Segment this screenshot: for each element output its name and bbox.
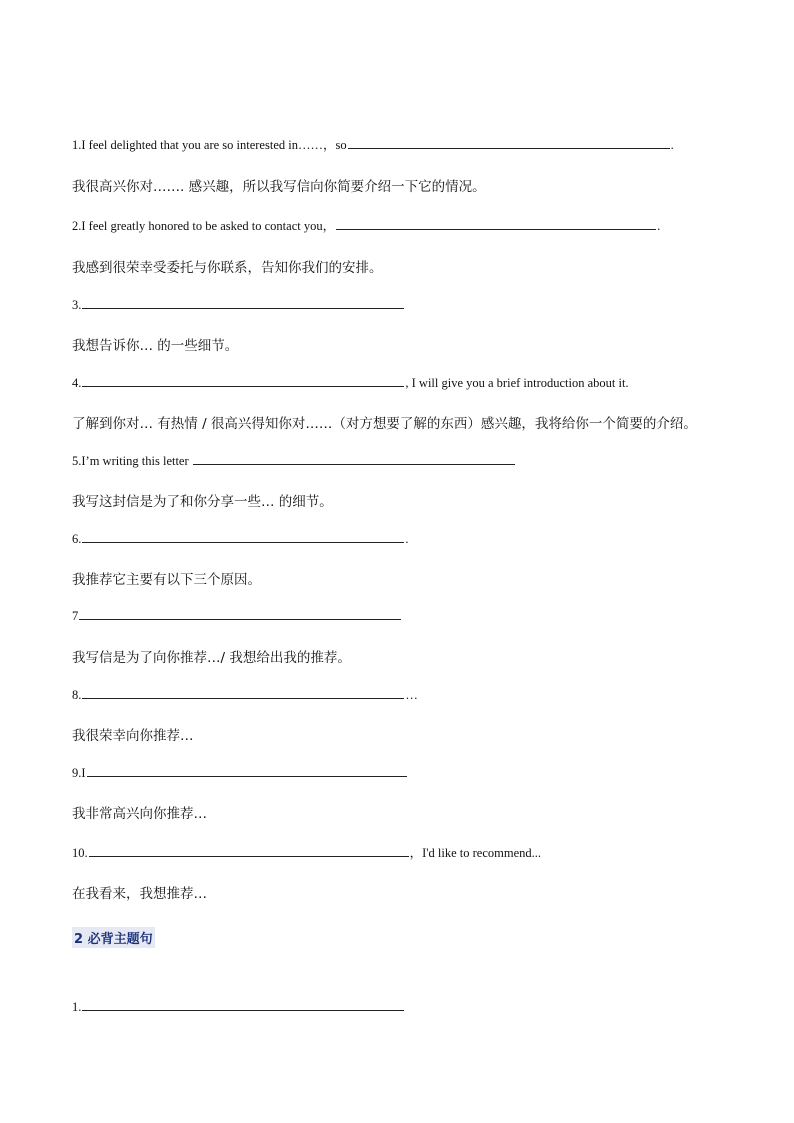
answer-blank[interactable] xyxy=(336,217,656,230)
item-3-translation: 我想告诉你… 的一些细节。 xyxy=(72,338,239,354)
item-1-translation: 我很高兴你对……. 感兴趣，所以我写信向你简要介绍一下它的情况。 xyxy=(72,179,486,195)
item-2-translation: 我感到很荣幸受委托与你联系，告知你我们的安排。 xyxy=(72,260,383,276)
item-6-translation: 我推荐它主要有以下三个原因。 xyxy=(72,572,261,588)
item-9-sentence: 9.I xyxy=(72,764,408,781)
item-8-sentence: 8. … xyxy=(72,688,418,702)
item-9-translation: 我非常高兴向你推荐… xyxy=(72,806,207,822)
answer-blank[interactable] xyxy=(87,764,407,777)
answer-blank[interactable] xyxy=(82,374,404,387)
section-heading: 2 必背主题句 xyxy=(72,927,155,948)
answer-blank[interactable] xyxy=(79,607,401,620)
item-1-sentence: 1.I feel delighted that you are so interested in……，so . xyxy=(72,138,674,152)
answer-blank[interactable] xyxy=(89,844,409,857)
item-4-sentence: 4. , I will give you a brief introduction about it. xyxy=(72,376,629,390)
item-3-sentence: 3. xyxy=(72,296,405,313)
item-4-translation: 了解到你对… 有热情 / 很高兴得知你对……（对方想要了解的东西）感兴趣，我将给你一个简要的介绍。 xyxy=(72,416,697,432)
item-7-sentence: 7 xyxy=(72,607,402,624)
answer-blank[interactable] xyxy=(82,998,404,1011)
item-5-translation: 我写这封信是为了和你分享一些… 的细节。 xyxy=(72,494,333,510)
answer-blank[interactable] xyxy=(82,686,404,699)
item-10-translation: 在我看来，我想推荐… xyxy=(72,886,207,902)
item-6-sentence: 6. . xyxy=(72,532,409,546)
item-10-sentence: 10. ，I'd like to recommend... xyxy=(72,846,542,860)
answer-blank[interactable] xyxy=(348,136,670,149)
answer-blank[interactable] xyxy=(82,296,404,309)
item-2-sentence: 2.I feel greatly honored to be asked to contact you， . xyxy=(72,219,661,233)
answer-blank[interactable] xyxy=(193,452,515,465)
item-8-translation: 我很荣幸向你推荐… xyxy=(72,728,194,744)
item-5-sentence: 5.I’m writing this letter xyxy=(72,452,516,469)
item-7-translation: 我写信是为了向你推荐…/ 我想给出我的推荐。 xyxy=(72,650,351,666)
answer-blank[interactable] xyxy=(82,530,404,543)
section2-item-1-sentence: 1. xyxy=(72,998,405,1015)
